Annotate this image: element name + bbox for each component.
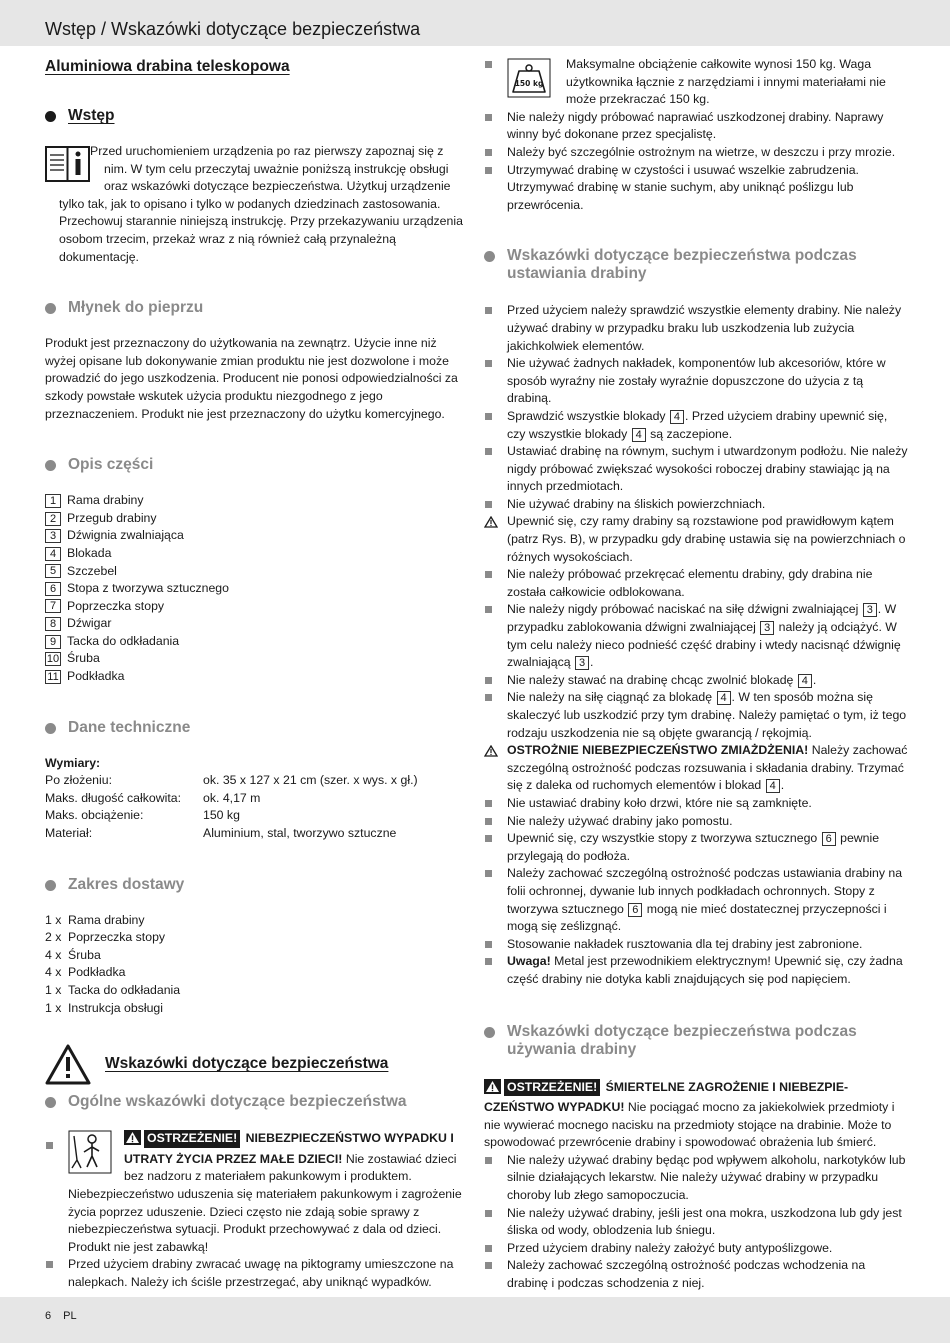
warning-tag: OSTRZEŻENIE! (144, 1130, 240, 1148)
section-heading-setup: Wskazówki dotyczące bezpieczeństwa podczas ustawiania drabiny (484, 247, 909, 283)
square-bullet-icon (485, 1245, 492, 1252)
bullet-dot-icon (484, 251, 495, 262)
scope-list (45, 912, 465, 1018)
list-item: Utrzymywać drabinę w czystości i usuwać wszelkie zabrudzenia. Utrzymywać drabinę w stanie suchym, aby uniknąć poślizgu lub przewrócenia. (484, 162, 909, 215)
scope-item (45, 912, 465, 930)
part-ref: 4 (632, 428, 646, 442)
tech-row (45, 807, 465, 825)
list-item: Upewnić się, czy ramy drabiny są rozstawione pod prawidłowym kątem (patrz Rys. B), w przypadku gdy drabinę ustawia się na powierzchniach o różnych wysokościach. (484, 513, 909, 566)
child-hazard-icon (68, 1130, 112, 1174)
usage-text: Produkt jest przeznaczony do użytkowania na zewnątrz. Użycie inne niż wyżej opisane lub dokonywanie zmian produktu nie jest dozwolone i może prowadzić do jego uszkodzenia. Producent nie ponosi odpowiedzialności za szkody powstałe wskutek użycia produktu niezgodnego z jego przeznaczeniem. Produkt nie jest przeznaczony do użytku komercyjnego. (45, 336, 458, 421)
part-label: Tacka do odkładania (67, 633, 180, 648)
part-number: 2 (45, 512, 61, 526)
part-number: 7 (45, 599, 61, 613)
tech-subheading: Wymiary: (45, 755, 101, 770)
document-title: Aluminiowa drabina teleskopowa (45, 58, 290, 75)
list-item: Należy zachować szczególną ostrożność podczas wchodzenia na drabinę i podczas schodzenia z niej. (484, 1257, 909, 1292)
tech-key: Po złożeniu: (45, 773, 112, 788)
part-label: Blokada (67, 545, 112, 560)
tech-key: Maks. obciążenie: (45, 808, 144, 823)
bullet-dot-icon (484, 1027, 495, 1038)
list-item: Przed użyciem należy sprawdzić wszystkie elementy drabiny. Nie należy używać drabiny w przypadku braku lub uszkodzenia lub zużycia jakichkolwiek elementów. (484, 302, 909, 355)
list-item: Sprawdzić wszystkie blokady 4 . Przed użyciem drabiny upewnić się, czy wszystkie blokady 4 są zaczepione. (484, 408, 909, 443)
weight-150kg-icon (507, 58, 551, 104)
tech-key: Materiał: (45, 826, 93, 841)
section-heading-scope: Zakres dostawy (45, 876, 465, 894)
square-bullet-icon (485, 800, 492, 807)
footer-band (0, 1297, 950, 1343)
page-header-title: Wstęp / Wskazówki dotyczące bezpieczeństwa (45, 19, 421, 39)
list-item (484, 56, 909, 109)
square-bullet-icon (485, 571, 492, 578)
square-bullet-icon (485, 360, 492, 367)
part-number: 1 (45, 494, 61, 508)
bullet-dot-icon (45, 723, 56, 734)
part-item (45, 650, 465, 668)
tech-row (45, 825, 465, 843)
square-bullet-icon (485, 1210, 492, 1217)
scope-qty: 4 x (45, 965, 62, 980)
part-item (45, 545, 465, 563)
page-number: 6 (45, 1310, 52, 1322)
scope-label: Instrukcja obsługi (68, 1000, 164, 1015)
list-item: Nie używać drabiny na śliskich powierzchniach. (484, 496, 909, 514)
intro-block (45, 143, 465, 266)
list-item: Nie należy używać drabiny jako pomostu. (484, 813, 909, 831)
part-number: 8 (45, 617, 61, 631)
part-number: 6 (45, 582, 61, 596)
part-item (45, 492, 465, 510)
list-item: OSTROŻNIE NIEBEZPIECZEŃSTWO ZMIAŻDŻENIA! Należy zachować szczególną ostrożność podczas rozsuwania i składania drabiny. Trzymać się z daleka od ruchomych elementów i blokad 4 . (484, 742, 909, 795)
scope-qty: 1 x (45, 1000, 62, 1015)
scope-qty: 2 x (45, 930, 62, 945)
tech-key: Maks. długość całkowita: (45, 790, 182, 805)
child-warning-text: Nie zostawiać dzieci bez nadzoru z materiałem pakunkowym i produktem. Niebezpieczeństwo uduszenia się materiałem pakunkowym i zagrożenie życia poprzez uduszenie. Dzieci często nie zdają sobie sprawy z niebezpieczeństwa sytuacji. Produkt przechowywać z dala od dzieci. Produkt nie jest zabawką! (68, 1151, 462, 1254)
part-ref: 4 (798, 674, 812, 688)
section-heading-usage: Młynek do pieprzu (45, 299, 465, 317)
square-bullet-icon (485, 941, 492, 948)
safety-main-heading: Wskazówki dotyczące bezpieczeństwa (45, 1043, 465, 1085)
tech-block (45, 755, 465, 843)
square-bullet-icon (485, 149, 492, 156)
list-item: Przed użyciem drabiny należy założyć buty antypoślizgowe. (484, 1240, 909, 1258)
list-item: Należy zachować szczególną ostrożność podczas ustawiania drabiny na folii ochronnej, dywanie lub innych podkładach ochronnych. Stopy z tworzywa sztucznego 6 mogą nie mieć dostatecznej przyczepności i mogą się ześlizgnąć. (484, 865, 909, 935)
scope-item (45, 929, 465, 947)
square-bullet-icon (485, 61, 492, 68)
part-ref: 4 (766, 779, 780, 793)
part-label: Poprzeczka stopy (67, 598, 165, 613)
right-column (484, 56, 909, 1293)
scope-item (45, 947, 465, 965)
part-label: Dźwignia zwalniająca (67, 528, 184, 543)
warning-triangle-icon (484, 1079, 501, 1100)
tech-rows (45, 772, 465, 842)
load-text: Maksymalne obciążenie całkowite wynosi 150 kg. Waga użytkownika łącznie z narzędziami i innymi materiałami nie może przekraczać 150 kg. (566, 57, 886, 107)
list-item (45, 1130, 465, 1256)
part-label: Podkładka (67, 669, 125, 684)
list-item: Upewnić się, czy wszystkie stopy z tworzywa sztucznego 6 pewnie przylegają do podłoża. (484, 830, 909, 865)
part-number: 9 (45, 635, 61, 649)
square-bullet-icon (485, 677, 492, 684)
list-item: Nie należy używać drabiny, jeśli jest ona mokra, uszkodzona lub gdy jest śliska od wody, oblodzenia lub śniegu. (484, 1205, 909, 1240)
section-heading-general-safety: Ogólne wskazówki dotyczące bezpieczeństwa (45, 1093, 465, 1111)
part-ref: 6 (628, 903, 642, 917)
part-ref: 4 (670, 410, 684, 424)
part-ref: 4 (717, 691, 731, 705)
tech-value: ok. 35 x 127 x 21 cm (szer. x wys. x gł.) (203, 773, 418, 788)
square-bullet-icon (485, 958, 492, 965)
part-label: Śruba (67, 651, 100, 666)
square-bullet-icon (485, 1262, 492, 1269)
scope-item (45, 982, 465, 1000)
part-item (45, 668, 465, 686)
section-heading-intro: Wstęp (45, 107, 465, 125)
square-bullet-icon (485, 606, 492, 613)
part-ref: 3 (575, 656, 589, 670)
using-warning: OSTRZEŻENIE! ŚMIERTELNE ZAGROŻENIE I NIEBEZPIE- CZEŃSTWO WYPADKU! Nie pociągać mocno za jakiekolwiek przedmioty i nie wywierać mocnego nacisku na przedmioty stojące na drabinie. Może to spowodować przewrócenie drabiny i spowodować obrażenia lub śmierć. (484, 1079, 895, 1150)
part-item (45, 510, 465, 528)
scope-label: Poprzeczka stopy (68, 930, 166, 945)
square-bullet-icon (485, 307, 492, 314)
list-item: Nie używać żadnych nakładek, komponentów lub akcesoriów, które w sposób wyraźny nie zostały wyraźnie dopuszczone do użycia z tą drabiną. (484, 355, 909, 408)
square-bullet-icon (485, 501, 492, 508)
part-ref: 3 (760, 621, 774, 635)
list-item: Nie należy używać drabiny będąc pod wpływem alkoholu, narkotyków lub silnie działających lekarstw. Nie należy używać drabiny w przypadku choroby lub złego samopoczucia. (484, 1152, 909, 1205)
square-bullet-icon (485, 835, 492, 842)
using-list (484, 1152, 909, 1293)
scope-label: Podkładka (68, 965, 126, 980)
list-item: Nie należy próbować przekręcać elementu drabiny, gdy drabina nie została całkowicie odblokowana. (484, 566, 909, 601)
section-heading-parts: Opis części (45, 456, 465, 474)
tech-row (45, 772, 465, 790)
part-number: 4 (45, 547, 61, 561)
part-label: Rama drabiny (67, 493, 144, 508)
part-item (45, 615, 465, 633)
list-item: Stosowanie nakładek rusztowania dla tej drabiny jest zabronione. (484, 936, 909, 954)
bullet-dot-icon (45, 111, 56, 122)
child-warning-bold: NIEBEZPIECZEŃSTWO WYPADKU I UTRATY ŻYCIA PRZEZ MAŁE DZIECI! (124, 1131, 454, 1166)
scope-qty: 4 x (45, 947, 62, 962)
svg-text:150 kg: 150 kg (514, 79, 544, 88)
pictogram-text: Przed użyciem drabiny zwracać uwagę na piktogramy umieszczone na nalepkach. Należy ich ściśle przestrzegać, aby uniknąć wypadków. (68, 1257, 454, 1289)
tech-value: 150 kg (203, 808, 240, 823)
part-label: Przegub drabiny (67, 510, 157, 525)
part-item (45, 563, 465, 581)
part-number: 11 (45, 670, 61, 684)
list-item: Ustawiać drabinę na równym, suchym i utwardzonym podłożu. Nie należy nigdy próbować zwiększać wysokości roboczej drabiny stawiając ją na innych przedmiotach. (484, 443, 909, 496)
part-label: Dźwigar (67, 616, 112, 631)
tech-row (45, 790, 465, 808)
language-code: PL (63, 1310, 77, 1322)
square-bullet-icon (485, 167, 492, 174)
list-item: Nie należy nigdy próbować naprawiać uszkodzonej drabiny. Naprawy winny być dokonane przez specjalistę. (484, 109, 909, 144)
bullet-dot-icon (45, 880, 56, 891)
scope-item (45, 964, 465, 982)
scope-label: Rama drabiny (68, 912, 145, 927)
part-number: 5 (45, 564, 61, 578)
bullet-dot-icon (45, 303, 56, 314)
part-ref: 6 (822, 832, 836, 846)
warning-tag: OSTRZEŻENIE! (504, 1079, 600, 1097)
setup-list (484, 302, 909, 988)
list-item: Uwaga! Metal jest przewodnikiem elektrycznym! Upewnić się, czy żadna część drabiny nie dotyka kabli znajdujących się pod napięciem. (484, 953, 909, 988)
list-item (45, 1256, 465, 1291)
part-number: 10 (46, 653, 60, 666)
scope-label: Śruba (68, 947, 101, 962)
square-bullet-icon (485, 448, 492, 455)
square-bullet-icon (46, 1261, 53, 1268)
bullet-dot-icon (45, 1097, 56, 1108)
square-bullet-icon (485, 1157, 492, 1164)
list-item: Nie należy nigdy próbować naciskać na siłę dźwigni zwalniającej 3 . W przypadku zablokowania dźwigni zwalniającej 3 należy ją odciążyć. W tym celu należy nieco podnieść część drabiny i wtedy nacisnąć dźwignię zwalniającą 3 . (484, 601, 909, 671)
part-item (45, 633, 465, 651)
part-item (45, 598, 465, 616)
general-safety-list-left (45, 1130, 465, 1291)
part-number: 3 (45, 529, 61, 543)
list-item: Nie należy stawać na drabinę chcąc zwolnić blokadę 4 . (484, 672, 909, 690)
scope-label: Tacka do odkładania (68, 983, 181, 997)
part-item (45, 527, 465, 545)
square-bullet-icon (485, 870, 492, 877)
list-item: Należy być szczególnie ostrożnym na wietrze, w deszczu i przy mrozie. (484, 144, 909, 162)
intro-text: Przed uruchomieniem urządzenia po raz pierwszy zapoznaj się z nim. W tym celu przeczytaj uważnie poniższą instrukcję obsługi oraz wskazówki dotyczące bezpieczeństwa. Użytkuj urządzenie tylko tak, jak to opisano i tylko w podanych dziedzinach zastosowania. Przechowuj starannie niniejszą instrukcję. Przy przekazywaniu urządzenia osobom trzecim, przekaż wraz z nią również całą przynależną dokumentację. (59, 144, 463, 264)
scope-qty: 1 x (45, 912, 62, 927)
part-ref: 3 (863, 603, 877, 617)
info-book-icon (45, 143, 90, 183)
square-bullet-icon (46, 1142, 53, 1149)
tech-value: ok. 4,17 m (203, 790, 261, 805)
warning-triangle-icon (484, 745, 498, 763)
section-heading-using: Wskazówki dotyczące bezpieczeństwa podczas używania drabiny (484, 1023, 909, 1059)
part-item (45, 580, 465, 598)
left-column (45, 56, 465, 1292)
scope-item (45, 1000, 465, 1018)
page-footer (45, 1310, 89, 1322)
section-heading-tech: Dane techniczne (45, 719, 465, 737)
square-bullet-icon (485, 114, 492, 121)
bullet-dot-icon (45, 460, 56, 471)
square-bullet-icon (485, 694, 492, 701)
general-safety-list-right (484, 56, 909, 214)
part-label: Stopa z tworzywa sztucznego (67, 581, 229, 596)
warning-triangle-icon (45, 1043, 91, 1085)
square-bullet-icon (485, 818, 492, 825)
parts-list (45, 492, 465, 686)
tech-value: Aluminium, stal, tworzywo sztuczne (203, 826, 397, 841)
square-bullet-icon (485, 413, 492, 420)
list-item: Nie ustawiać drabiny koło drzwi, które nie są zamknięte. (484, 795, 909, 813)
warning-triangle-icon (484, 516, 498, 534)
warning-triangle-icon (124, 1130, 141, 1151)
part-label: Szczebel (67, 563, 117, 578)
list-item: Nie należy na siłę ciągnąć za blokadę 4 . W ten sposób można się skaleczyć lub uszkodzić przy tym drabinę. Należy pamiętać o tym, iż tego rodzaju uszkodzenia nie są objęte gwarancją / rękojmią. (484, 689, 909, 742)
scope-qty: 1 x (45, 983, 62, 997)
